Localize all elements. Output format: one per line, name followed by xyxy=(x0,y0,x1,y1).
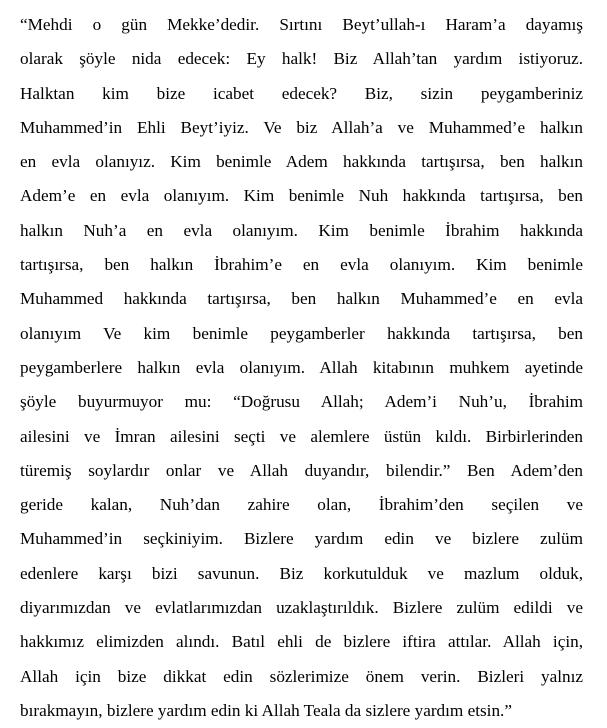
text-line: türemiş soylardır onlar ve Allah duyandır, bilendir.” Ben Adem’den xyxy=(20,460,583,480)
text-line: en evla olanıyız. Kim benimle Adem hakkında tartışırsa, ben halkın xyxy=(20,152,583,172)
text-line-last: bırakmayın, bizlere yardım edin ki Allah Teala da sizlere yardım etsin.” xyxy=(20,700,512,720)
text-line: tartışırsa, ben halkın İbrahim’e en evla olanıyım. Kim benimle xyxy=(20,255,583,275)
text-line: hakkımız elimizden alındı. Batıl ehli de bizlere iftira attılar. Allah için, xyxy=(20,632,583,652)
text-line: edenlere karşı bizi savunun. Biz korkutulduk ve mazlum olduk, xyxy=(20,563,583,583)
text-line: Halktan kim bize icabet edecek? Biz, sizin peygamberiniz xyxy=(20,83,583,103)
text-line: olanıyım Ve kim benimle peygamberler hakkında tartışırsa, ben xyxy=(20,323,583,343)
text-line: Muhammed’in Ehli Beyt’iyiz. Ve biz Allah’a ve Muhammed’e halkın xyxy=(20,117,583,137)
text-line: Allah için bize dikkat edin sözlerimize önem verin. Bizleri yalnız xyxy=(20,666,583,686)
text-line: Adem’e en evla olanıyım. Kim benimle Nuh hakkında tartışırsa, ben xyxy=(20,186,583,206)
text-line: olarak şöyle nida edecek: Ey halk! Biz Allah’tan yardım istiyoruz. xyxy=(20,49,583,69)
text-line: diyarımızdan ve evlatlarımızdan uzaklaştırıldık. Bizlere zulüm edildi ve xyxy=(20,598,583,618)
text-line: geride kalan, Nuh’dan zahire olan, İbrahim’den seçilen ve xyxy=(20,495,583,515)
text-line: halkın Nuh’a en evla olanıyım. Kim benimle İbrahim hakkında xyxy=(20,220,583,240)
text-line: Muhammed hakkında tartışırsa, ben halkın Muhammed’e en evla xyxy=(20,289,583,309)
text-line: ailesini ve İmran ailesini seçti ve alemlere üstün kıldı. Birbirlerinden xyxy=(20,426,583,446)
text-line: Muhammed’in seçkiniyim. Bizlere yardım edin ve bizlere zulüm xyxy=(20,529,583,549)
quotation-paragraph xyxy=(20,8,583,728)
text-line: peygamberlere halkın evla olanıyım. Allah kitabının muhkem ayetinde xyxy=(20,357,583,377)
text-line: şöyle buyurmuyor mu: “Doğrusu Allah; Adem’i Nuh’u, İbrahim xyxy=(20,392,583,412)
text-line: “Mehdi o gün Mekke’dedir. Sırtını Beyt’ullah-ı Haram’a dayamış xyxy=(20,15,583,34)
